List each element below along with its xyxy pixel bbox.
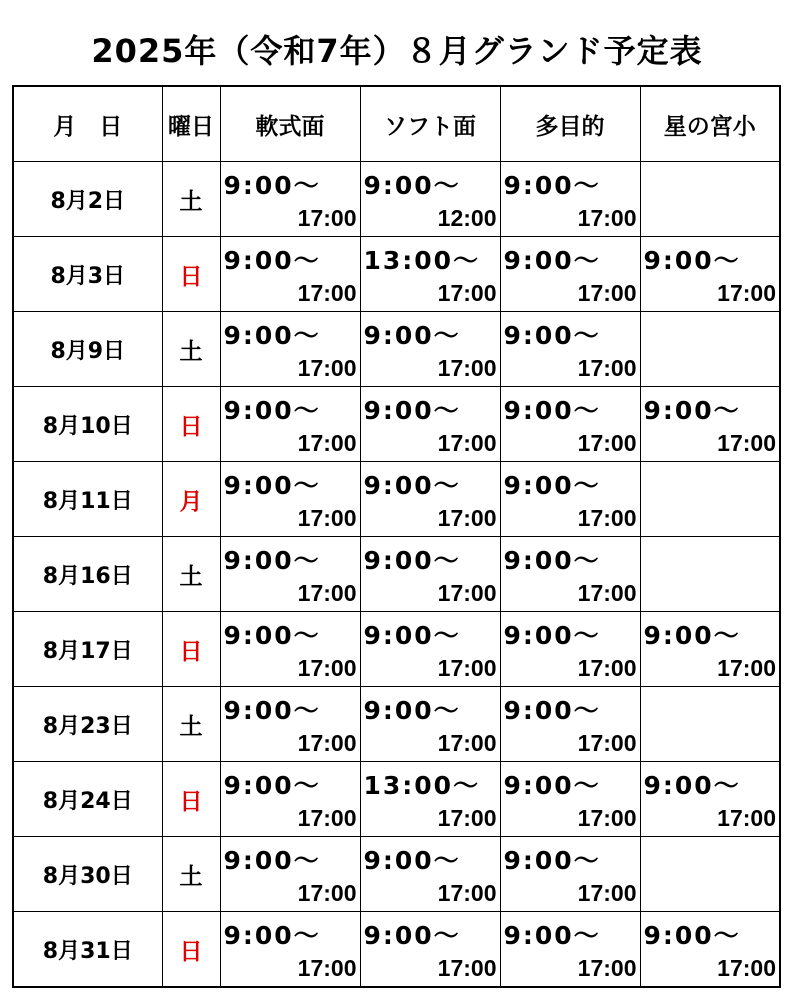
slot-end-time: 17:00 bbox=[437, 730, 497, 756]
slot-start-time: 9:00〜 bbox=[363, 471, 461, 500]
table-row bbox=[13, 387, 780, 462]
slot-start-time: 9:00〜 bbox=[643, 246, 741, 275]
slot-end-time: 17:00 bbox=[297, 730, 357, 756]
slot-cell-hoshi bbox=[640, 912, 780, 988]
slot-cell-hoshi bbox=[640, 537, 780, 612]
slot-end-time: 17:00 bbox=[577, 355, 637, 381]
slot-cell-multi bbox=[500, 387, 640, 462]
slot-cell-soft bbox=[360, 462, 500, 537]
slot-end-time: 17:00 bbox=[717, 955, 776, 981]
header-softball-field: 軟式面 bbox=[220, 86, 360, 162]
slot-cell-hoshi bbox=[640, 162, 780, 237]
slot-start-time: 9:00〜 bbox=[223, 471, 321, 500]
slot-end-time: 17:00 bbox=[577, 730, 637, 756]
weekday-cell: 日 bbox=[162, 912, 220, 988]
header-day: 曜日 bbox=[162, 86, 220, 162]
slot-end-time: 17:00 bbox=[717, 280, 776, 306]
slot-start-time: 9:00〜 bbox=[223, 846, 321, 875]
slot-cell-soft bbox=[360, 687, 500, 762]
slot-end-time: 17:00 bbox=[577, 580, 637, 606]
slot-start-time: 9:00〜 bbox=[363, 621, 461, 650]
table-row bbox=[13, 462, 780, 537]
slot-start-time: 9:00〜 bbox=[643, 621, 741, 650]
slot-end-time: 17:00 bbox=[577, 430, 637, 456]
slot-start-time: 9:00〜 bbox=[503, 396, 601, 425]
slot-cell-multi bbox=[500, 537, 640, 612]
slot-end-time: 17:00 bbox=[577, 655, 637, 681]
header-hoshinomiya: 星の宮小 bbox=[640, 86, 780, 162]
weekday-cell: 土 bbox=[162, 312, 220, 387]
slot-cell-multi bbox=[500, 912, 640, 988]
slot-end-time: 17:00 bbox=[437, 655, 497, 681]
slot-cell-hoshi bbox=[640, 387, 780, 462]
page-title: 2025年（令和7年）８月グランド予定表 bbox=[91, 32, 703, 70]
slot-cell-hoshi bbox=[640, 837, 780, 912]
slot-end-time: 17:00 bbox=[297, 655, 357, 681]
slot-end-time: 17:00 bbox=[437, 355, 497, 381]
slot-end-time: 17:00 bbox=[717, 655, 776, 681]
header-soft-field: ソフト面 bbox=[360, 86, 500, 162]
date-cell: 8月9日 bbox=[13, 312, 162, 387]
slot-start-time: 9:00〜 bbox=[363, 321, 461, 350]
slot-cell-soft bbox=[360, 387, 500, 462]
slot-end-time: 17:00 bbox=[577, 805, 637, 831]
slot-end-time: 17:00 bbox=[297, 955, 357, 981]
slot-cell-softball bbox=[220, 462, 360, 537]
slot-end-time: 17:00 bbox=[577, 280, 637, 306]
date-cell: 8月2日 bbox=[13, 162, 162, 237]
slot-end-time: 17:00 bbox=[577, 505, 637, 531]
slot-cell-hoshi bbox=[640, 237, 780, 312]
slot-cell-hoshi bbox=[640, 687, 780, 762]
date-cell: 8月3日 bbox=[13, 237, 162, 312]
slot-cell-hoshi bbox=[640, 612, 780, 687]
slot-start-time: 9:00〜 bbox=[223, 621, 321, 650]
slot-start-time: 9:00〜 bbox=[223, 321, 321, 350]
slot-cell-softball bbox=[220, 687, 360, 762]
slot-cell-softball bbox=[220, 837, 360, 912]
slot-start-time: 9:00〜 bbox=[643, 921, 741, 950]
table-row bbox=[13, 312, 780, 387]
slot-cell-softball bbox=[220, 612, 360, 687]
slot-start-time: 9:00〜 bbox=[363, 696, 461, 725]
weekday-cell: 土 bbox=[162, 687, 220, 762]
slot-end-time: 17:00 bbox=[437, 430, 497, 456]
slot-start-time: 9:00〜 bbox=[503, 696, 601, 725]
slot-cell-hoshi bbox=[640, 762, 780, 837]
slot-cell-softball bbox=[220, 912, 360, 988]
slot-cell-soft bbox=[360, 837, 500, 912]
slot-end-time: 17:00 bbox=[717, 430, 776, 456]
table-row bbox=[13, 612, 780, 687]
weekday-cell: 日 bbox=[162, 237, 220, 312]
slot-end-time: 17:00 bbox=[437, 880, 497, 906]
slot-start-time: 9:00〜 bbox=[363, 171, 461, 200]
slot-end-time: 12:00 bbox=[437, 205, 497, 231]
slot-end-time: 17:00 bbox=[297, 580, 357, 606]
slot-cell-softball bbox=[220, 162, 360, 237]
weekday-cell: 日 bbox=[162, 387, 220, 462]
slot-end-time: 17:00 bbox=[437, 955, 497, 981]
weekday-cell: 土 bbox=[162, 162, 220, 237]
slot-cell-softball bbox=[220, 312, 360, 387]
slot-start-time: 9:00〜 bbox=[503, 171, 601, 200]
date-cell: 8月30日 bbox=[13, 837, 162, 912]
slot-cell-multi bbox=[500, 762, 640, 837]
slot-start-time: 9:00〜 bbox=[223, 396, 321, 425]
date-cell: 8月31日 bbox=[13, 912, 162, 988]
slot-end-time: 17:00 bbox=[437, 280, 497, 306]
slot-cell-softball bbox=[220, 387, 360, 462]
slot-end-time: 17:00 bbox=[437, 580, 497, 606]
slot-cell-multi bbox=[500, 612, 640, 687]
slot-start-time: 9:00〜 bbox=[363, 846, 461, 875]
date-cell: 8月10日 bbox=[13, 387, 162, 462]
slot-start-time: 9:00〜 bbox=[223, 546, 321, 575]
slot-start-time: 9:00〜 bbox=[503, 621, 601, 650]
header-row bbox=[13, 86, 780, 162]
slot-start-time: 13:00〜 bbox=[363, 771, 481, 800]
slot-cell-soft bbox=[360, 762, 500, 837]
weekday-cell: 月 bbox=[162, 462, 220, 537]
slot-start-time: 9:00〜 bbox=[643, 396, 741, 425]
slot-start-time: 9:00〜 bbox=[503, 771, 601, 800]
slot-end-time: 17:00 bbox=[577, 955, 637, 981]
slot-start-time: 9:00〜 bbox=[503, 921, 601, 950]
table-row bbox=[13, 237, 780, 312]
slot-end-time: 17:00 bbox=[297, 205, 357, 231]
slot-start-time: 9:00〜 bbox=[223, 771, 321, 800]
slot-start-time: 9:00〜 bbox=[503, 321, 601, 350]
slot-end-time: 17:00 bbox=[297, 805, 357, 831]
weekday-cell: 土 bbox=[162, 537, 220, 612]
schedule-table bbox=[12, 85, 781, 988]
slot-cell-hoshi bbox=[640, 312, 780, 387]
slot-end-time: 17:00 bbox=[437, 805, 497, 831]
slot-cell-soft bbox=[360, 162, 500, 237]
slot-cell-soft bbox=[360, 912, 500, 988]
slot-start-time: 9:00〜 bbox=[223, 246, 321, 275]
table-row bbox=[13, 837, 780, 912]
slot-cell-soft bbox=[360, 312, 500, 387]
slot-start-time: 9:00〜 bbox=[363, 396, 461, 425]
slot-cell-multi bbox=[500, 837, 640, 912]
table-row bbox=[13, 537, 780, 612]
slot-start-time: 9:00〜 bbox=[223, 171, 321, 200]
date-cell: 8月24日 bbox=[13, 762, 162, 837]
slot-cell-hoshi bbox=[640, 462, 780, 537]
slot-end-time: 17:00 bbox=[297, 880, 357, 906]
weekday-cell: 土 bbox=[162, 837, 220, 912]
slot-start-time: 9:00〜 bbox=[363, 546, 461, 575]
slot-start-time: 9:00〜 bbox=[643, 771, 741, 800]
slot-start-time: 9:00〜 bbox=[223, 921, 321, 950]
slot-end-time: 17:00 bbox=[297, 430, 357, 456]
slot-start-time: 9:00〜 bbox=[363, 921, 461, 950]
slot-start-time: 9:00〜 bbox=[503, 471, 601, 500]
header-multipurpose: 多目的 bbox=[500, 86, 640, 162]
date-cell: 8月17日 bbox=[13, 612, 162, 687]
slot-cell-multi bbox=[500, 162, 640, 237]
table-row bbox=[13, 912, 780, 988]
slot-end-time: 17:00 bbox=[717, 805, 776, 831]
slot-cell-softball bbox=[220, 762, 360, 837]
slot-end-time: 17:00 bbox=[297, 505, 357, 531]
weekday-cell: 日 bbox=[162, 762, 220, 837]
slot-cell-softball bbox=[220, 237, 360, 312]
weekday-cell: 日 bbox=[162, 612, 220, 687]
schedule-body bbox=[13, 162, 780, 988]
slot-end-time: 17:00 bbox=[577, 205, 637, 231]
slot-cell-soft bbox=[360, 237, 500, 312]
slot-cell-multi bbox=[500, 312, 640, 387]
table-row bbox=[13, 162, 780, 237]
slot-cell-multi bbox=[500, 687, 640, 762]
slot-start-time: 9:00〜 bbox=[503, 246, 601, 275]
slot-cell-soft bbox=[360, 612, 500, 687]
slot-cell-soft bbox=[360, 537, 500, 612]
date-cell: 8月16日 bbox=[13, 537, 162, 612]
slot-end-time: 17:00 bbox=[297, 355, 357, 381]
slot-end-time: 17:00 bbox=[577, 880, 637, 906]
slot-end-time: 17:00 bbox=[437, 505, 497, 531]
date-cell: 8月11日 bbox=[13, 462, 162, 537]
slot-cell-multi bbox=[500, 462, 640, 537]
date-cell: 8月23日 bbox=[13, 687, 162, 762]
slot-start-time: 9:00〜 bbox=[223, 696, 321, 725]
header-date: 月 日 bbox=[13, 86, 162, 162]
slot-start-time: 13:00〜 bbox=[363, 246, 481, 275]
slot-start-time: 9:00〜 bbox=[503, 846, 601, 875]
slot-end-time: 17:00 bbox=[297, 280, 357, 306]
table-row bbox=[13, 762, 780, 837]
slot-start-time: 9:00〜 bbox=[503, 546, 601, 575]
slot-cell-softball bbox=[220, 537, 360, 612]
slot-cell-multi bbox=[500, 237, 640, 312]
table-row bbox=[13, 687, 780, 762]
